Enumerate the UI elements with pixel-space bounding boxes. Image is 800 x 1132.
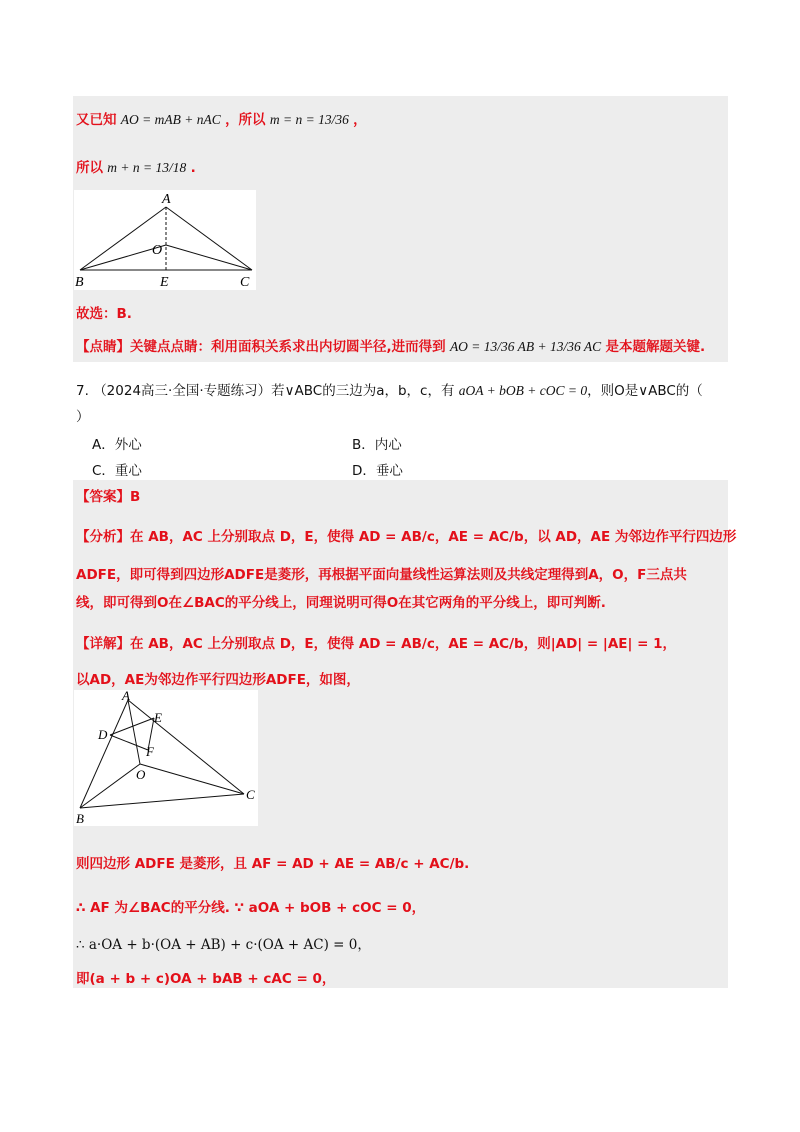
label-o: O bbox=[152, 243, 163, 258]
label-c: C bbox=[246, 787, 255, 802]
detail-line-5: ∴ a·OA + b·(OA + AB) + c·(OA + AC) = 0， bbox=[76, 937, 371, 953]
question-7-stem: 7. （2024高三·全国·专题练习）若∨ABC的三边为a，b，c，有 aOA + bOB + cOC = 0，则O是∨ABC的（ bbox=[76, 383, 703, 399]
label-d: D bbox=[98, 727, 108, 742]
option-a: A．外心 bbox=[92, 437, 142, 453]
label-a: A bbox=[162, 192, 171, 207]
label-o: O bbox=[136, 767, 146, 782]
sum-value: m + n = 13/18 bbox=[107, 160, 187, 175]
analysis-line-3: 线，即可得到O在∠BAC的平分线上，同理说明可得O在其它两角的平分线上，即可判断. bbox=[76, 595, 606, 611]
detail-line-2: 以AD，AE为邻边作平行四边形ADFE，如图， bbox=[76, 672, 360, 688]
label-b: B bbox=[75, 275, 84, 290]
sum-line: 所以 m + n = 13/18 . bbox=[76, 160, 196, 176]
detail-line-4: ∴ AF 为∠BAC的平分线. ∵ aOA + bOB + cOC = 0， bbox=[76, 900, 426, 916]
detail-line-3: 则四边形 ADFE 是菱形，且 AF = AD + AE = AB/c + AC/b. bbox=[76, 856, 470, 872]
analysis-line-2: ADFE，即可得到四边形ADFE是菱形，再根据平面向量线性运算法则及共线定理得到A，O，F三点共 bbox=[76, 567, 687, 583]
label-c: C bbox=[240, 275, 250, 290]
option-c: C．重心 bbox=[92, 463, 142, 479]
triangle-figure-1 bbox=[74, 190, 256, 290]
vector-equation: AO = mAB + nAC bbox=[120, 112, 221, 127]
tip-vector: AO = 13/36 AB + 13/36 AC bbox=[449, 339, 602, 354]
answer-label: 【答案】B bbox=[76, 489, 141, 505]
label-e: E bbox=[160, 275, 169, 290]
option-b: B．内心 bbox=[352, 437, 402, 453]
label-f: F bbox=[146, 744, 154, 759]
question-7-close: ） bbox=[76, 409, 90, 425]
triangle-figure-2 bbox=[74, 690, 258, 826]
detail-line-1: 【详解】在 AB，AC 上分别取点 D，E，使得 AD = AB/c，AE = AC/b，则|AD| = |AE| = 1， bbox=[76, 636, 677, 652]
detail-line-6: 即(a + b + c)OA + bAB + cAC = 0， bbox=[76, 971, 336, 987]
analysis-line-1: 【分析】在 AB，AC 上分别取点 D，E，使得 AD = AB/c，AE = AC/b，以 AD，AE 为邻边作平行四边形 bbox=[76, 529, 737, 545]
mn-value: m = n = 13/36 bbox=[269, 112, 349, 127]
question-vector: aOA + bOB + cOC = 0 bbox=[458, 383, 588, 398]
label-b: B bbox=[76, 811, 84, 826]
option-d: D．垂心 bbox=[352, 463, 403, 479]
given-line: 又已知 AO = mAB + nAC ，所以 m = n = 13/36 ， bbox=[76, 112, 367, 128]
label-a: A bbox=[122, 690, 130, 703]
answer-choice: 故选：B. bbox=[76, 306, 132, 322]
label-e: E bbox=[154, 710, 162, 725]
tip-line: 【点睛】关键点点睛：利用面积关系求出内切圆半径,进而得到 AO = 13/36 AB + 13/36 AC 是本题解题关键. bbox=[76, 339, 706, 355]
